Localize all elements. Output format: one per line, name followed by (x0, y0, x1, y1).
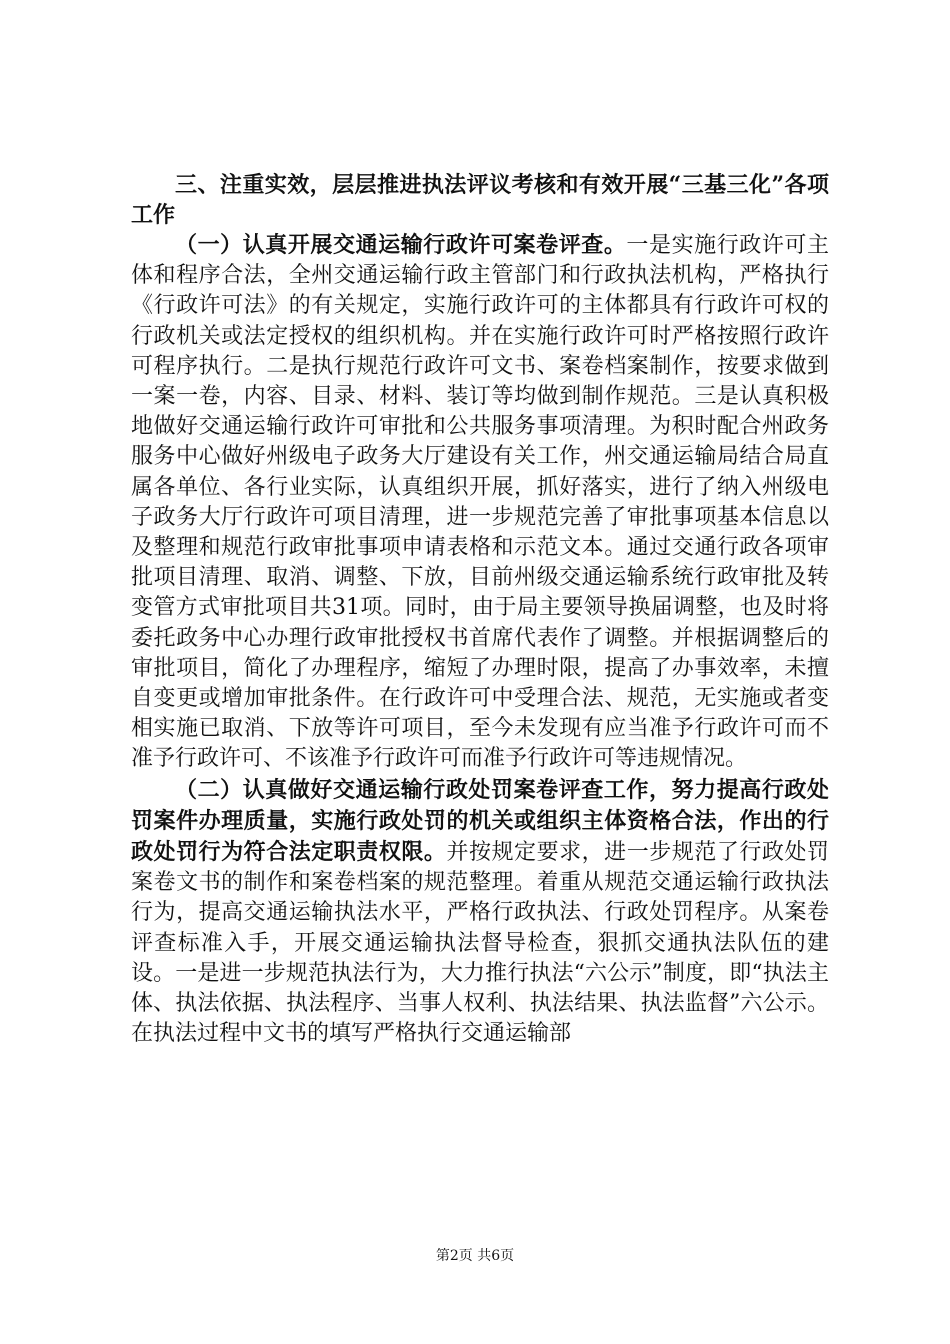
paragraph-2-lead: （二）认真做好交通运输行政处罚案卷评查工作，努力提高行政处罚案件办理质量，实施行政处罚的机关或组织主体资格合法，作出的行政处罚行为符合法定职责权限。 (131, 776, 829, 866)
paragraph-1-body: 一是实施行政许可主体和程序合法，全州交通运输行政主管部门和行政执法机构，严格执行《行政许可法》的有关规定，实施行政许可的主体都具有行政许可权的行政机关或法定授权的组织机构。并在实施行政许可时严格按照行政许可程序执行。二是执行规范行政许可文书、案卷档案制作，按要求做到一案一卷，内容、目录、材料、装订等均做到制作规范。三是认真积极地做好交通运输行政许可审批和公共服务事项清理。为积时配合州政务服务中心做好州级电子政务大厅建设有关工作，州交通运输局结合局直属各单位、各行业实际，认真组织开展，抓好落实，进行了纳入州级电子政务大厅行政许可项目清理，进一步规范完善了审批事项基本信息以及整理和规范行政审批事项申请表格和示范文本。通过交通行政各项审批项目清理、取消、调整、下放，目前州级交通运输系统行政审批及转变管方式审批项目共31项。同时，由于局主要领导换届调整，也及时将委托政务中心办理行政审批授权书首席代表作了调整。并根据调整后的审批项目，简化了办理程序，缩短了办理时限，提高了办事效率，未擅自变更或增加审批条件。在行政许可中受理合法、规范，无实施或者变相实施已取消、下放等许可项目，至今未发现有应当准予行政许可而不准予行政许可、不该准予行政许可而准予行政许可等违规情况。 (131, 233, 829, 772)
paragraph-2 (131, 775, 829, 1050)
page-footer: 第2页 共6页 (435, 1248, 515, 1264)
document-body (131, 170, 829, 1049)
paragraph-1-lead: （一）认真开展交通运输行政许可案卷评查。 (175, 232, 627, 258)
paragraph-1 (131, 230, 829, 775)
section-heading: 三、注重实效，层层推进执法评议考核和有效开展“三基三化”各项工作 (131, 172, 829, 228)
paragraph-2-body: 并按规定要求，进一步规范了行政处罚案卷文书的制作和案卷档案的规范整理。着重从规范交通运输行政执法行为，提高交通运输执法水平，严格行政执法、行政处罚程序。从案卷评查标准入手，开展交通运输执法督导检查，狠抓交通执法队伍的建设。一是进一步规范执法行为，大力推行执法“六公示”制度，即“执法主体、执法依据、执法程序、当事人权利、执法结果、执法监督”六公示。在执法过程中文书的填写严格执行交通运输部 (131, 840, 829, 1047)
